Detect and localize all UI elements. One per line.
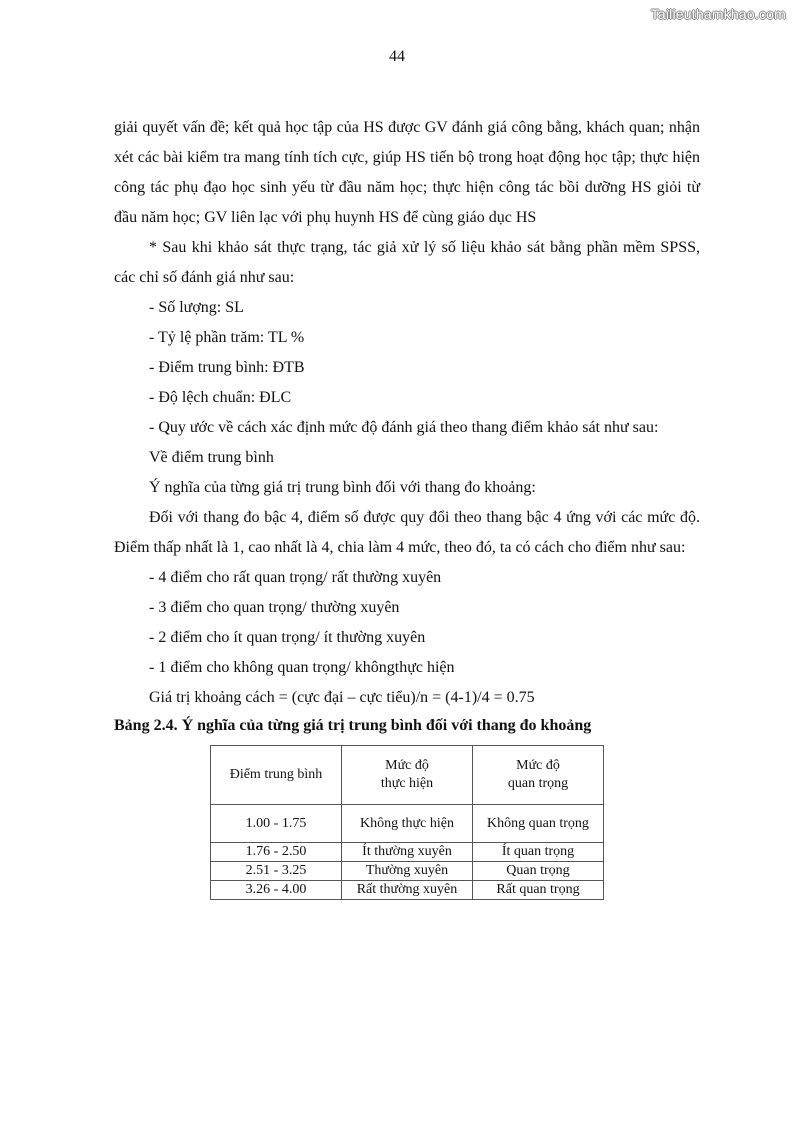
table-cell: Ít quan trọng bbox=[473, 843, 604, 862]
header-mean-score: Điểm trung bình bbox=[211, 746, 342, 805]
table-cell: 3.26 - 4.00 bbox=[211, 881, 342, 900]
table-cell: Không thực hiện bbox=[342, 805, 473, 843]
list-item: - 2 điểm cho ít quan trọng/ ít thường xuyên bbox=[149, 629, 426, 646]
meaning-table bbox=[210, 745, 604, 900]
table-row bbox=[211, 862, 604, 881]
header-importance-level: Mức độ quan trọng bbox=[473, 746, 604, 805]
table-row bbox=[211, 843, 604, 862]
list-item: - Độ lệch chuẩn: ĐLC bbox=[149, 389, 292, 406]
list-item: - 1 điểm cho không quan trọng/ khôngthực hiện bbox=[149, 659, 455, 676]
list-item: - Số lượng: SL bbox=[149, 299, 244, 316]
paragraph-spss: * Sau khi khảo sát thực trạng, tác giả xử lý số liệu khảo sát bằng phần mềm SPSS, các chỉ số đánh giá như sau: bbox=[114, 239, 700, 286]
table-row bbox=[211, 805, 604, 843]
watermark: Tailieuthamkhao.com bbox=[650, 6, 786, 22]
table-cell: 2.51 - 3.25 bbox=[211, 862, 342, 881]
table-cell: Rất quan trọng bbox=[473, 881, 604, 900]
table-cell: Quan trọng bbox=[473, 862, 604, 881]
table-cell: Không quan trọng bbox=[473, 805, 604, 843]
paragraph-convention: - Quy ước về cách xác định mức độ đánh giá theo thang điểm khảo sát như sau: bbox=[149, 419, 659, 436]
table-cell: 1.76 - 2.50 bbox=[211, 843, 342, 862]
list-item: - Tỷ lệ phần trăm: TL % bbox=[149, 329, 305, 346]
paragraph-mean-heading: Về điểm trung bình bbox=[149, 449, 274, 466]
paragraph-interval: Giá trị khoảng cách = (cực đại – cực tiểu)/n = (4-1)/4 = 0.75 bbox=[149, 689, 535, 706]
header-implementation-level: Mức độ thực hiện bbox=[342, 746, 473, 805]
table-cell: Ít thường xuyên bbox=[342, 843, 473, 862]
table-cell: 1.00 - 1.75 bbox=[211, 805, 342, 843]
paragraph-mean-meaning: Ý nghĩa của từng giá trị trung bình đối với thang đo khoảng: bbox=[149, 479, 536, 496]
paragraph-assessment: giải quyết vấn đề; kết quả học tập của HS được GV đánh giá công bằng, khách quan; nhận xét các bài kiểm tra mang tính tích cực, giúp HS tiến bộ trong hoạt động học tập; thực hiện công tác phụ đạo học sinh yếu từ đầu năm học; thực hiện công tác bồi dưỡng HS giỏi từ đầu năm học; GV liên lạc với phụ huynh HS để cùng giáo dục HS bbox=[114, 119, 700, 226]
table-header-row bbox=[211, 746, 604, 805]
table-cell: Rất thường xuyên bbox=[342, 881, 473, 900]
list-item: - 3 điểm cho quan trọng/ thường xuyên bbox=[149, 599, 400, 616]
list-item: - 4 điểm cho rất quan trọng/ rất thường xuyên bbox=[149, 569, 442, 586]
list-item: - Điểm trung bình: ĐTB bbox=[149, 359, 305, 376]
table-cell: Thường xuyên bbox=[342, 862, 473, 881]
page-number: 44 bbox=[389, 48, 405, 65]
paragraph-scale: Đối với thang đo bậc 4, điểm số được quy đổi theo thang bậc 4 ứng với các mức độ. Điểm thấp nhất là 1, cao nhất là 4, chia làm 4 mức, theo đó, ta có cách cho điểm như sau: bbox=[114, 509, 700, 556]
document-body bbox=[114, 113, 700, 900]
table-row bbox=[211, 881, 604, 900]
table-caption: Bảng 2.4. Ý nghĩa của từng giá trị trung bình đối với thang đo khoảng bbox=[114, 717, 592, 734]
